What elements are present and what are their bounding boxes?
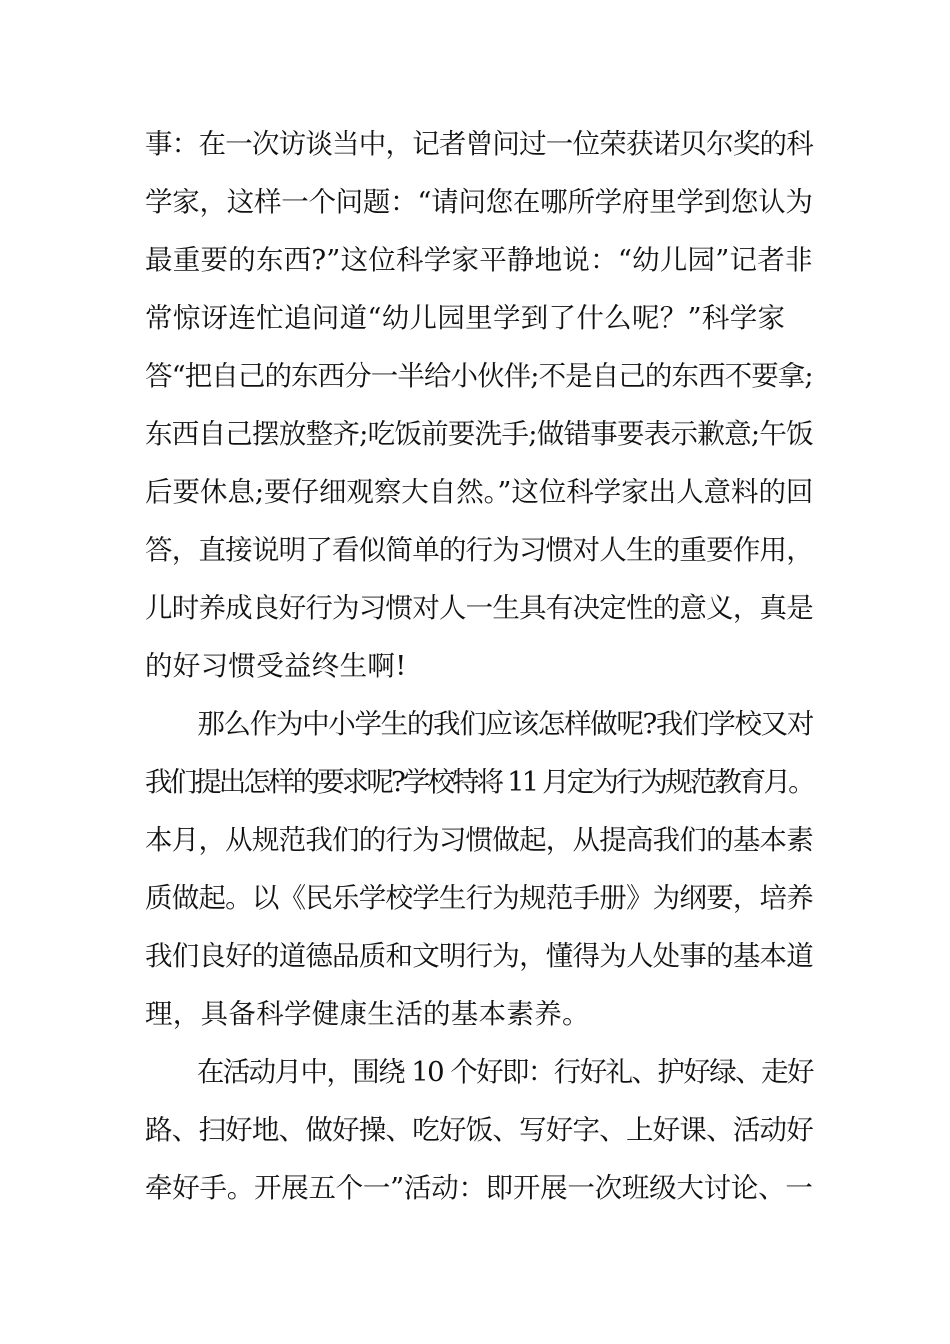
paragraph-1 [145, 115, 814, 695]
text-line: 学家，这样一个问题：“请问您在哪所学府里学到您认为 [145, 186, 813, 218]
text-line: 答“把自己的东西分一半给小伙伴;不是自己的东西不要拿; [145, 360, 813, 392]
paragraph-2 [145, 695, 814, 1043]
text-line: 常惊讶连忙追问道“幼儿园里学到了什么呢？”科学家 [145, 302, 786, 334]
text-line: 质做起。以《民乐学校学生行为规范手册》为纲要，培养 [145, 882, 813, 914]
text-line: 那么作为中小学生的我们应该怎样做呢?我们学校又对 [145, 708, 814, 740]
text-line: 东西自己摆放整齐;吃饭前要洗手;做错事要表示歉意;午饭 [145, 418, 813, 450]
text-line: 我们提出怎样的要求呢?学校特将 11 月定为行为规范教育月。 [145, 766, 813, 798]
text-line: 最重要的东西?”这位科学家平静地说：“幼儿园”记者非 [145, 244, 813, 276]
text-line: 牵好手。开展五个一”活动：即开展一次班级大讨论、一 [145, 1172, 813, 1204]
text-line: 本月，从规范我们的行为习惯做起，从提高我们的基本素 [145, 824, 813, 856]
text-line: 后要休息;要仔细观察大自然。”这位科学家出人意料的回 [145, 476, 814, 508]
text-line: 答，直接说明了看似简单的行为习惯对人生的重要作用， [145, 534, 813, 566]
paragraph-3 [145, 1043, 813, 1217]
text-line: 理，具备科学健康生活的基本素养。 [145, 998, 590, 1030]
text-line: 在活动月中，围绕 10 个好即：行好礼、护好绿、走好 [145, 1056, 813, 1088]
text-line: 路、扫好地、做好操、吃好饭、写好字、上好课、活动好 [145, 1114, 813, 1146]
text-line: 事：在一次访谈当中，记者曾问过一位荣获诺贝尔奖的科 [145, 128, 813, 160]
body-text [145, 115, 814, 1217]
text-line: 的好习惯受益终生啊! [145, 650, 407, 682]
text-line: 儿时养成良好行为习惯对人一生具有决定性的意义，真是 [145, 592, 813, 624]
text-line: 我们良好的道德品质和文明行为，懂得为人处事的基本道 [145, 940, 813, 972]
